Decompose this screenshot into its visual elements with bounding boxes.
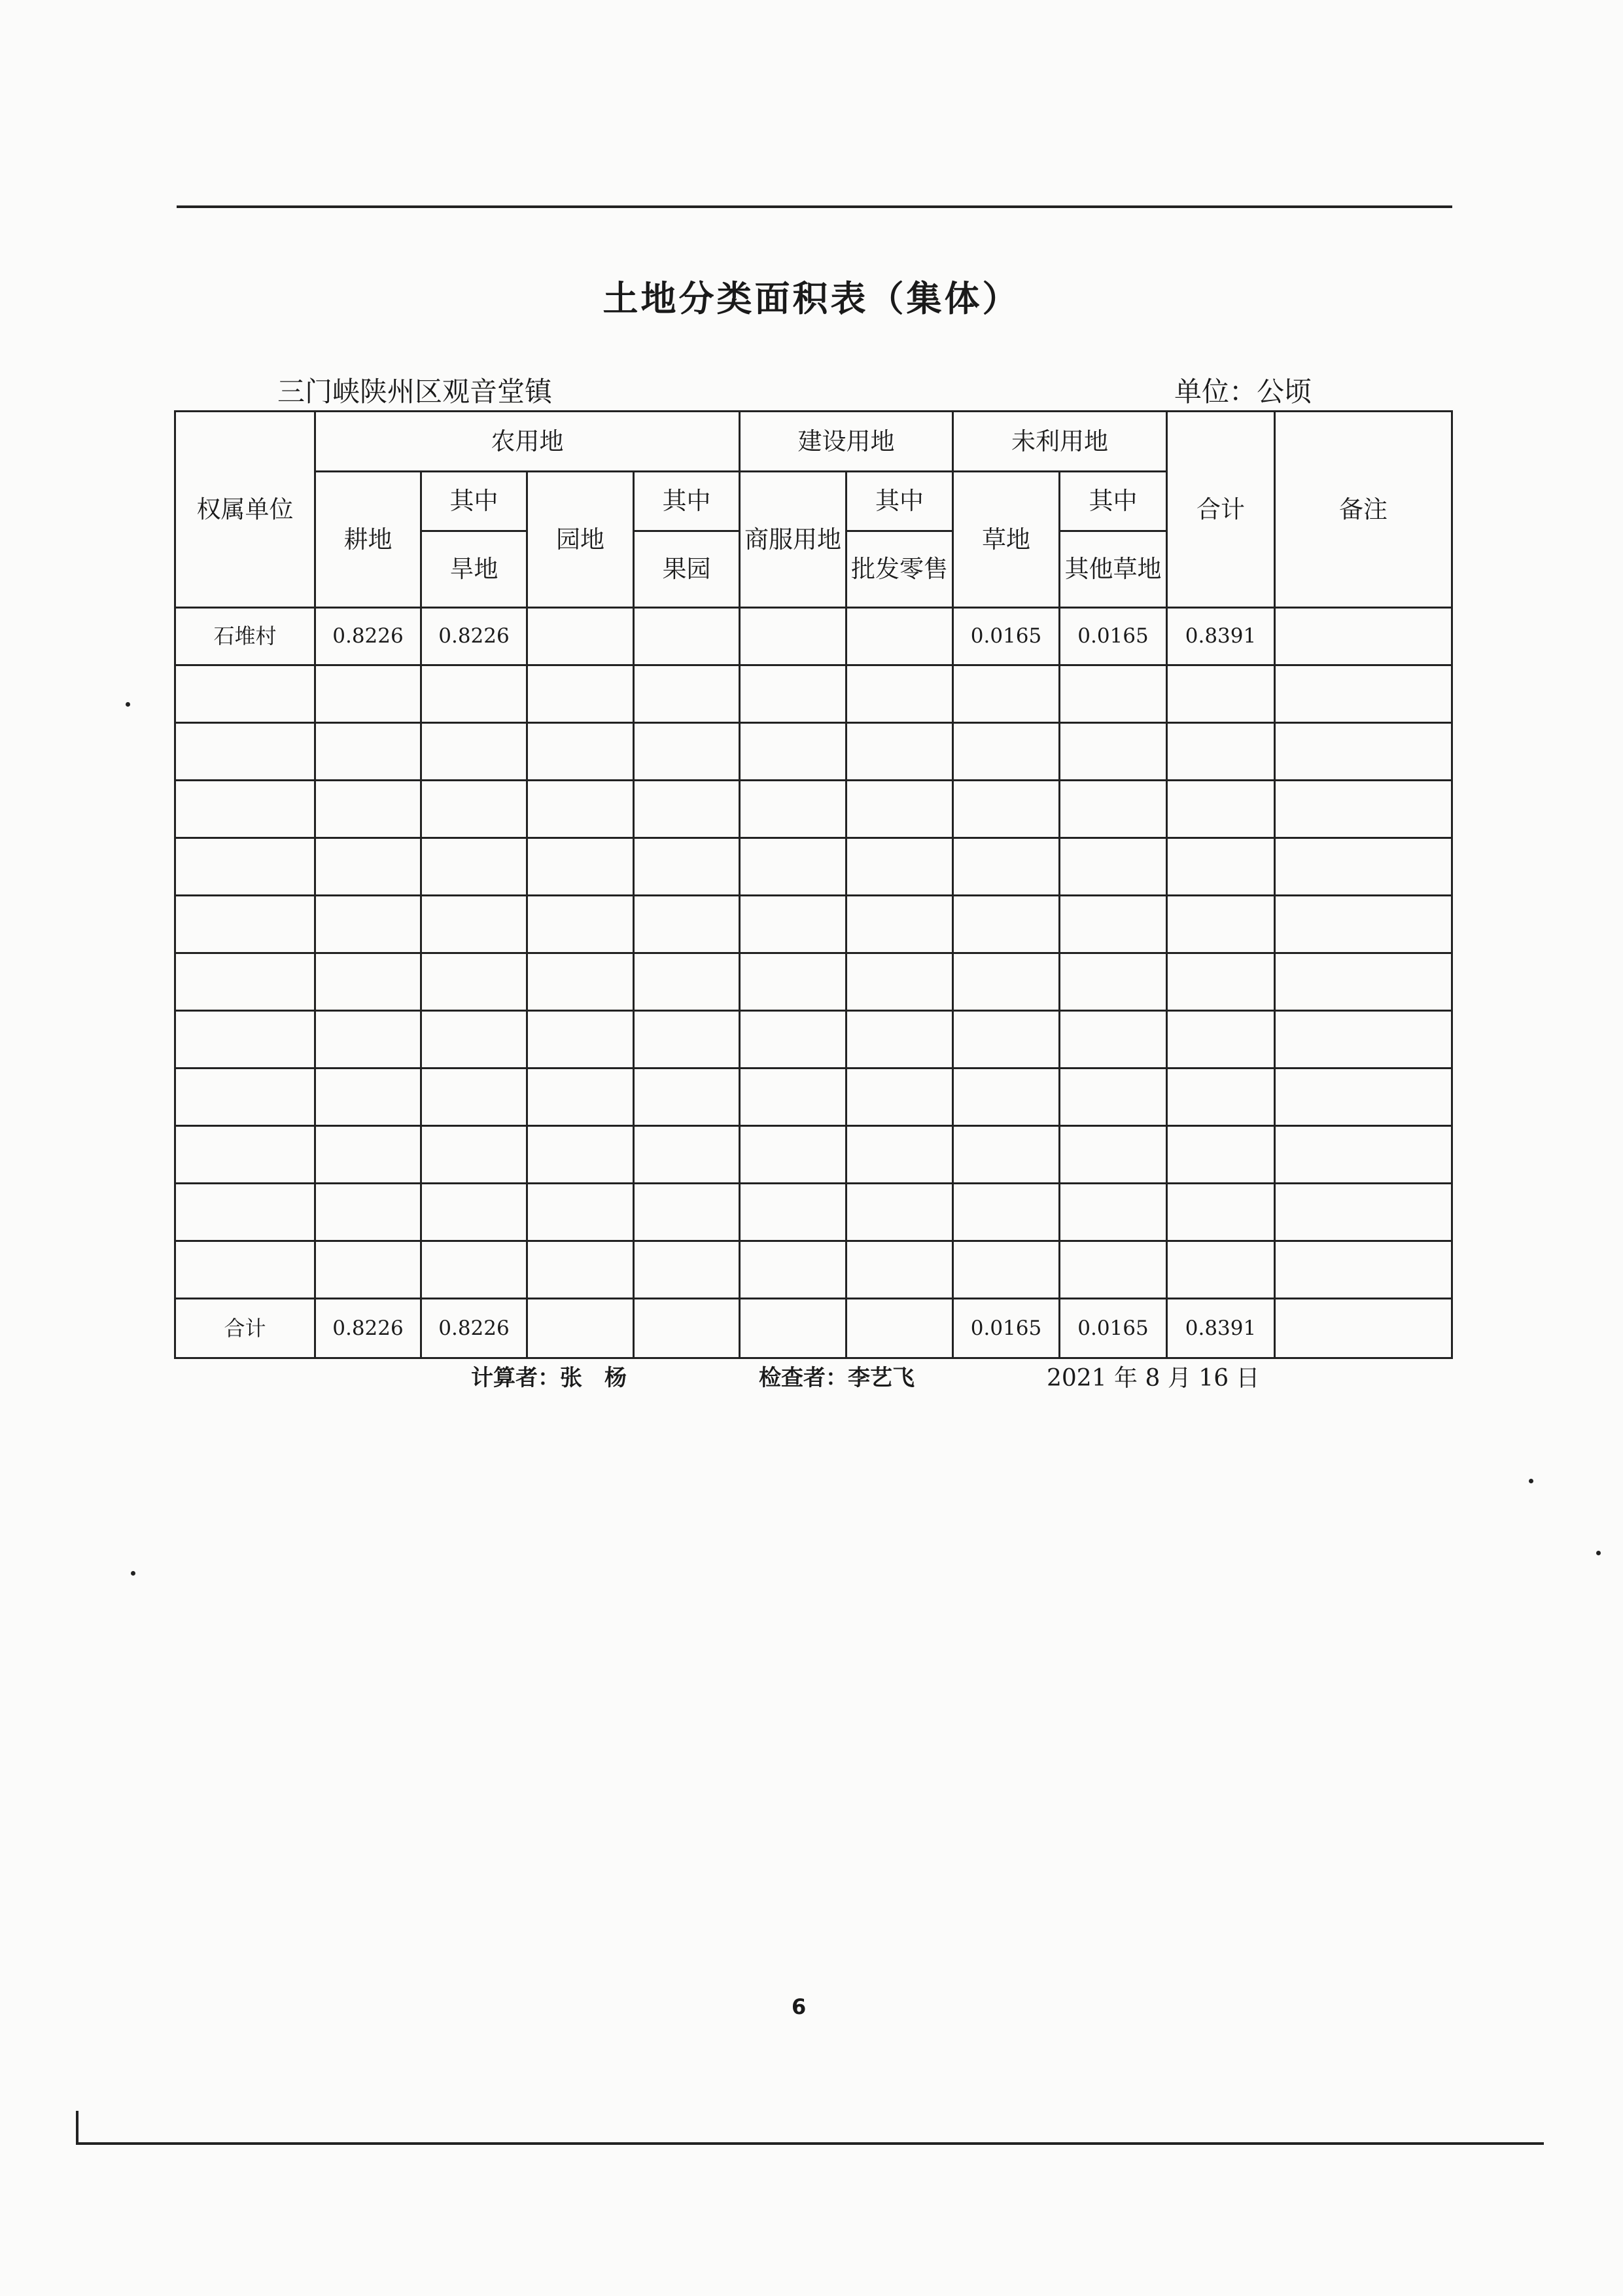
cell-grass: 0.0165: [953, 608, 1060, 665]
total-total: 0.8391: [1167, 1299, 1275, 1358]
page-title: 土地分类面积表（集体）: [602, 278, 1021, 319]
header-wholesale-retail: 批发零售: [846, 531, 953, 608]
header-of-which-commercial: 其中: [846, 472, 953, 531]
header-orchard: 果园: [634, 531, 740, 608]
checker-signature: 检查者：李艺飞: [759, 1365, 915, 1391]
empty-row: [175, 953, 1452, 1011]
header-grassland: 草地: [953, 472, 1060, 608]
cell-total: 0.8391: [1167, 608, 1275, 665]
empty-row: [175, 1184, 1452, 1241]
report-date: 2021 年 8 月 16 日: [1047, 1365, 1260, 1392]
empty-row: [175, 838, 1452, 896]
cell-other-grass: 0.0165: [1060, 608, 1167, 665]
table-row: [175, 608, 1452, 665]
total-orchard: [634, 1299, 740, 1358]
unit-label: 单位：公顷: [1174, 376, 1312, 408]
header-other-grassland: 其他草地: [1060, 531, 1167, 608]
total-commercial: [740, 1299, 846, 1358]
total-other-grass: 0.0165: [1060, 1299, 1167, 1358]
bottom-rule: [77, 2142, 1544, 2145]
total-row: [175, 1299, 1452, 1358]
cell-arable: 0.8226: [315, 608, 421, 665]
land-classification-table: [174, 410, 1453, 1359]
empty-row: [175, 781, 1452, 838]
cell-remarks: [1275, 608, 1452, 665]
empty-row: [175, 665, 1452, 723]
empty-row: [175, 1011, 1452, 1069]
scan-speck: [126, 702, 130, 707]
cell-wholesale: [846, 608, 953, 665]
header-owner: 权属单位: [175, 412, 315, 608]
header-of-which-garden: 其中: [634, 472, 740, 531]
empty-row: [175, 723, 1452, 781]
cell-commercial: [740, 608, 846, 665]
header-of-which-grass: 其中: [1060, 472, 1167, 531]
cell-dry: 0.8226: [421, 608, 527, 665]
header-remarks: 备注: [1275, 412, 1452, 608]
header-garden-land: 园地: [527, 472, 634, 608]
page-number: 6: [792, 1994, 807, 2019]
empty-row: [175, 1069, 1452, 1126]
cell-orchard: [634, 608, 740, 665]
total-dry: 0.8226: [421, 1299, 527, 1358]
empty-row: [175, 896, 1452, 953]
cell-garden: [527, 608, 634, 665]
bottom-left-tick: [76, 2111, 79, 2145]
header-commercial-land: 商服用地: [740, 472, 846, 608]
total-arable: 0.8226: [315, 1299, 421, 1358]
scan-speck: [1529, 1479, 1533, 1483]
location-label: 三门峡陕州区观音堂镇: [277, 376, 553, 408]
scan-speck: [131, 1571, 135, 1576]
cell-owner: 石堆村: [175, 608, 315, 665]
empty-row: [175, 1126, 1452, 1184]
total-garden: [527, 1299, 634, 1358]
header-construction-land: 建设用地: [740, 412, 953, 472]
header-dry-land: 旱地: [421, 531, 527, 608]
header-unused-land: 未利用地: [953, 412, 1167, 472]
header-agricultural-land: 农用地: [315, 412, 740, 472]
total-wholesale: [846, 1299, 953, 1358]
total-remarks: [1275, 1299, 1452, 1358]
top-rule: [177, 205, 1452, 208]
calculator-signature: 计算者：张 杨: [471, 1365, 627, 1391]
total-grass: 0.0165: [953, 1299, 1060, 1358]
empty-row: [175, 1241, 1452, 1299]
header-of-which-arable: 其中: [421, 472, 527, 531]
scan-speck: [1596, 1551, 1601, 1555]
total-label: 合计: [175, 1299, 315, 1358]
header-arable-land: 耕地: [315, 472, 421, 608]
header-total: 合计: [1167, 412, 1275, 608]
